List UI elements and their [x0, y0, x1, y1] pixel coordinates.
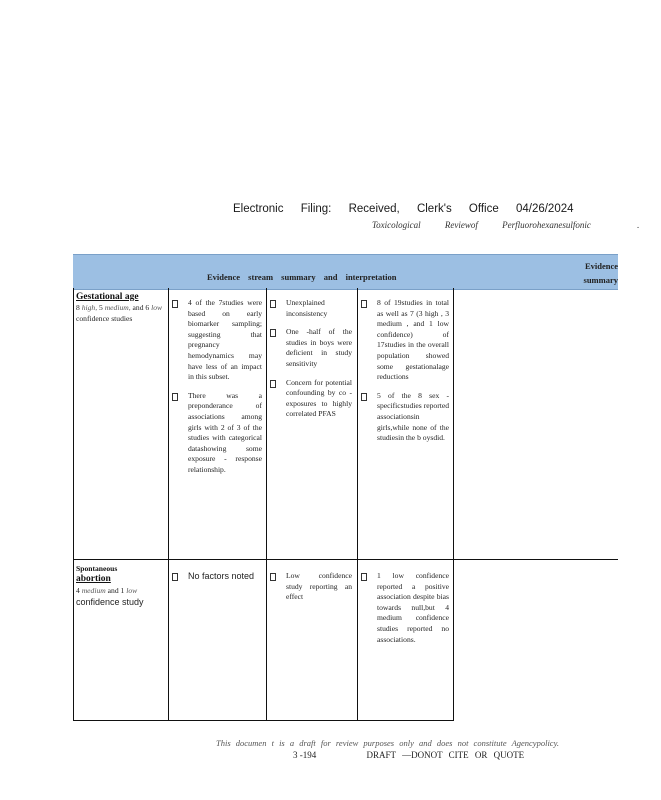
- row1-factor-decrease-item: Unexplained inconsistency: [270, 298, 352, 319]
- row2-factor-increase-item: No factors noted: [172, 571, 262, 582]
- row1-outcome-title: Gestational age: [76, 292, 139, 302]
- column-divider-3: [357, 288, 358, 720]
- row1-study-part: 5: [97, 303, 105, 312]
- row1-factor-increase-item: 4 of the 7studies were based on early biomarker sampling; suggesting that pregnancy hemodynamics may have less of an impact in this subset.: [172, 298, 262, 383]
- page-footer: [293, 750, 524, 760]
- row2-outcome-title-line-1: Spontaneous: [76, 564, 118, 573]
- draft-notice: DRAFT —DONOT CITE OR QUOTE: [366, 750, 525, 760]
- table-header-evidence-summary: [568, 259, 618, 287]
- running-title-dot: .: [637, 220, 640, 230]
- running-title: [372, 220, 661, 230]
- row2-factors-increasing-cell: [172, 571, 262, 590]
- row2-outcome-cell: [76, 564, 166, 608]
- table-header-right-line-2: summary: [583, 275, 618, 285]
- row2-study-part: low: [126, 586, 138, 595]
- row1-factor-decrease-item: One -half of the studies in boys were deficient in study sensitivity: [270, 327, 352, 369]
- row2-study-part: 4: [76, 586, 82, 595]
- row1-study-part: confidence studies: [76, 313, 133, 323]
- row1-study-part: medium,: [104, 303, 131, 312]
- row1-study-part: and 6: [130, 303, 152, 312]
- table-header-title: Evidence stream summary and interpretation: [207, 272, 397, 282]
- filing-word-5: Office: [468, 203, 499, 215]
- filing-word-3: Received,: [348, 203, 400, 215]
- row2-study-part: medium: [81, 586, 106, 595]
- row2-summary-cell: [361, 571, 449, 653]
- row-divider: [73, 559, 618, 560]
- filing-date: 04/26/2024: [515, 203, 574, 215]
- row2-study-part: confidence study: [76, 596, 144, 607]
- row1-factor-increase-item: There was a preponderance of associations among girls with 2 of 3 of the studies with categorical datashowing some exposure - response relationship.: [172, 391, 262, 476]
- row2-study-count: [76, 585, 166, 608]
- row2-factor-decrease-item: Low confidence study reporting an effect: [270, 571, 352, 603]
- column-divider-2: [266, 288, 267, 720]
- filing-word-4: Clerk's: [416, 203, 452, 215]
- row1-outcome-cell: [76, 292, 166, 324]
- row1-factor-decrease-item: Concern for potential confounding by co -exposures to highly correlated PFAS: [270, 378, 352, 420]
- filing-word-1: Electronic: [233, 203, 284, 215]
- row2-factors-decreasing-cell: [270, 571, 352, 611]
- row2-outcome-title-line-2: abortion: [76, 574, 111, 584]
- running-title-word-2: Reviewof: [444, 220, 478, 230]
- draft-disclaimer: This documen t is a draft for review purposes only and does not constitute Agencypolicy.: [216, 738, 560, 748]
- row1-study-count: [76, 303, 166, 324]
- row1-study-part: 8: [76, 303, 82, 312]
- row1-summary-item: 8 of 19studies in total as well as 7 (3 high , 3 medium , and 1 low confidence) of 17studies in the overall population showed some gestationalage reductions: [361, 298, 449, 383]
- column-divider-1: [168, 288, 169, 720]
- page-number: 3 -194: [293, 750, 317, 760]
- row1-factors-increasing-cell: [172, 298, 262, 484]
- table-bottom-border: [73, 720, 454, 721]
- filing-stamp: [233, 203, 613, 215]
- row1-summary-cell: [361, 298, 449, 452]
- row2-summary-item: 1 low confidence reported a positive association despite bias towards null,but 4 medium confidence studies reported no associations.: [361, 571, 449, 645]
- running-title-word-1: Toxicological: [372, 220, 421, 230]
- filing-word-2: Filing:: [300, 203, 332, 215]
- row2-study-part: and 1: [105, 586, 127, 595]
- table-header-right-line-1: Evidence: [584, 261, 618, 271]
- column-divider-4: [453, 288, 454, 720]
- row1-summary-item: 5 of the 8 sex - specificstudies reported associationsin girls,while none of the studiesin the b oysdid.: [361, 391, 449, 444]
- row1-factors-decreasing-cell: [270, 298, 352, 428]
- running-title-word-3: Perfluorohexanesulfonic: [502, 220, 591, 230]
- row1-study-part: low: [151, 303, 163, 312]
- row1-study-part: high,: [81, 303, 98, 312]
- table-left-border: [73, 288, 74, 720]
